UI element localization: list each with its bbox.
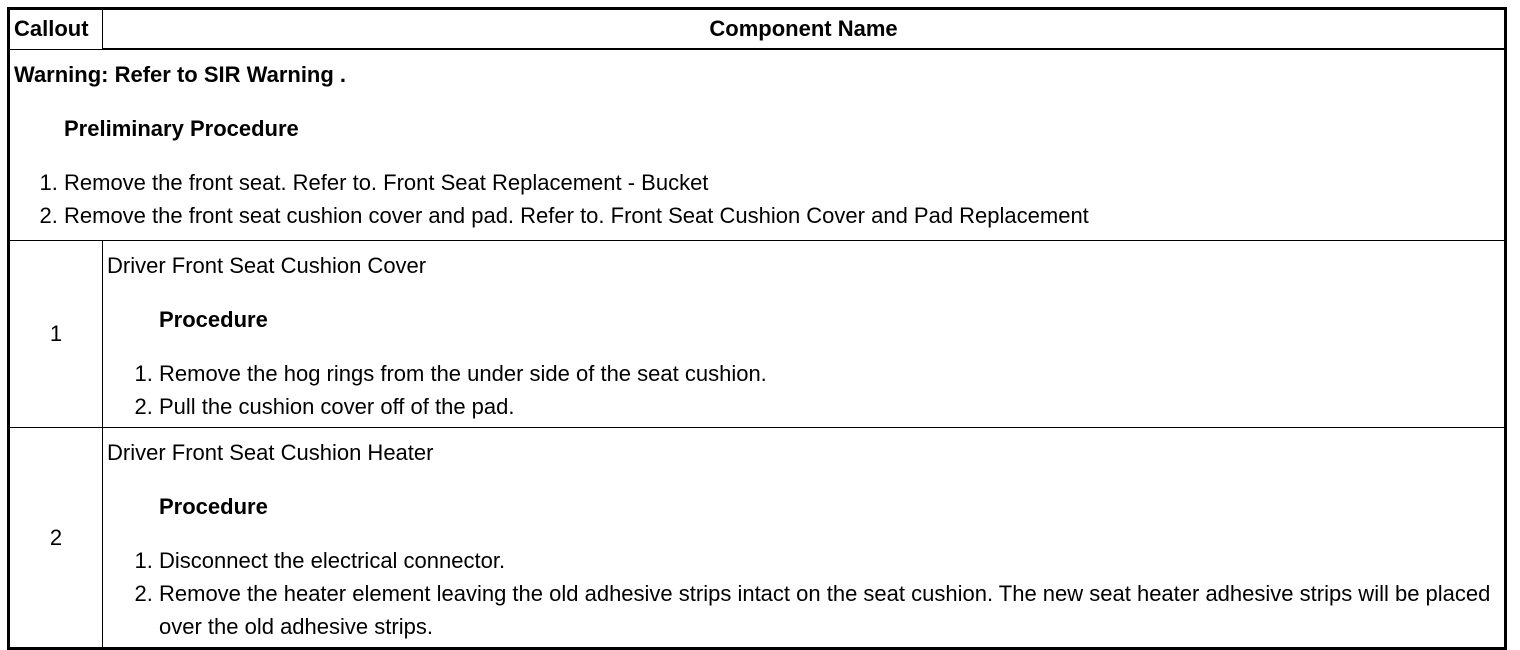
procedure-steps	[107, 544, 1500, 643]
procedure-step: 2. Remove the heater element leaving the old adhesive strips intact on the seat cushion. The new seat heater adhesive strips will be placed over the old adhesive strips.	[159, 577, 1500, 643]
procedure-title: Procedure	[159, 307, 268, 332]
sir-warning: Warning: Refer to SIR Warning .	[14, 62, 347, 87]
component-name: Driver Front Seat Cushion Cover	[107, 253, 427, 278]
callout-number: 1	[9, 241, 103, 428]
component-cell	[103, 428, 1506, 649]
table-row	[9, 241, 1506, 428]
table-row	[9, 428, 1506, 649]
component-name-header: Component Name	[103, 9, 1506, 50]
callout-number: 2	[9, 428, 103, 649]
procedure-steps	[107, 357, 1500, 423]
component-cell	[103, 241, 1506, 428]
procedure-step: 1. Disconnect the electrical connector.	[159, 544, 1500, 577]
procedure-table	[7, 7, 1507, 650]
callout-header: Callout	[9, 9, 103, 50]
preliminary-steps	[14, 166, 1500, 232]
preliminary-step: 2. Remove the front seat cushion cover and pad. Refer to. Front Seat Cushion Cover and Pad Replacement	[64, 199, 1500, 232]
procedure-step: 1. Remove the hog rings from the under side of the seat cushion.	[159, 357, 1500, 390]
procedure-title: Procedure	[159, 494, 268, 519]
preliminary-procedure-title: Preliminary Procedure	[64, 116, 299, 141]
header-row	[9, 9, 1506, 50]
preliminary-cell	[9, 49, 1506, 241]
preliminary-row	[9, 49, 1506, 241]
procedure-step: 2. Pull the cushion cover off of the pad.	[159, 390, 1500, 423]
component-name: Driver Front Seat Cushion Heater	[107, 440, 434, 465]
preliminary-step: 1. Remove the front seat. Refer to. Front Seat Replacement - Bucket	[64, 166, 1500, 199]
